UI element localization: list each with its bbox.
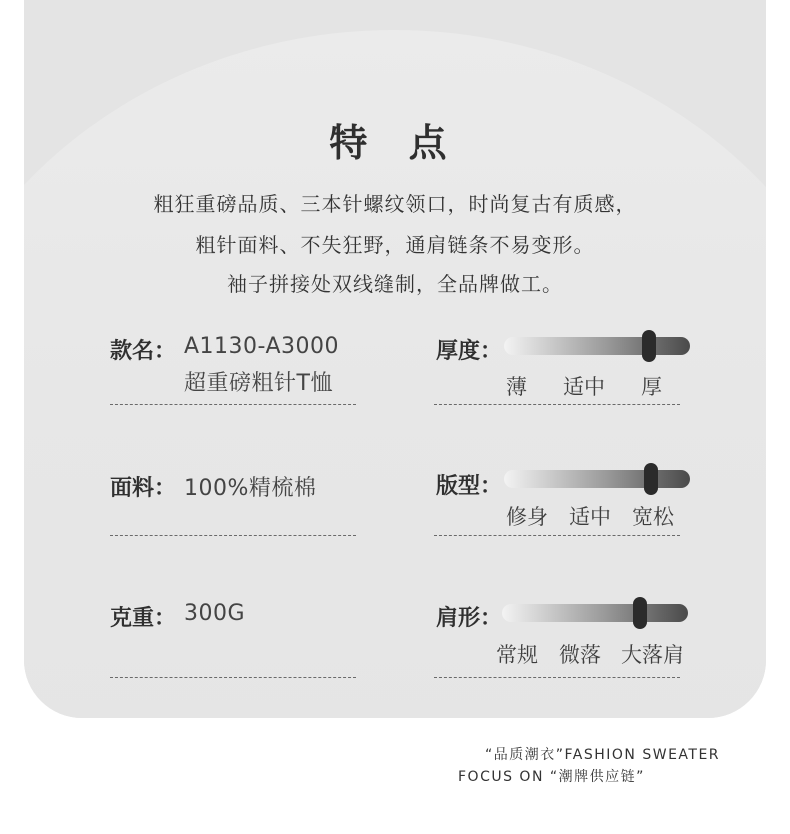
shoulder-track — [502, 604, 688, 622]
footer-slogan-2: FOCUS ON “潮牌供应链” — [458, 769, 645, 785]
model-value-code: A1130-A3000 — [184, 334, 340, 359]
shoulder-label: 肩形： — [436, 606, 503, 631]
shoulder-indicator — [633, 597, 647, 629]
fit-scale-high: 宽松 — [632, 505, 674, 529]
weight-label: 克重： — [110, 606, 177, 631]
shoulder-scale-low: 常规 — [496, 643, 538, 667]
section-title: 特 点 — [329, 121, 461, 165]
shoulder-scale-high: 大落肩 — [621, 643, 684, 667]
fabric-label: 面料： — [110, 476, 177, 501]
description-line-2: 粗针面料、不失狂野，通肩链条不易变形。 — [195, 233, 595, 257]
divider-dashed — [110, 677, 356, 678]
thickness-scale-high: 厚 — [641, 375, 662, 399]
model-value-name: 超重磅粗针T恤 — [184, 371, 333, 396]
divider-dashed — [110, 535, 356, 536]
thickness-label: 厚度： — [436, 339, 503, 364]
thickness-scale-low: 薄 — [506, 375, 527, 399]
description-line-3: 袖子拼接处双线缝制，全品牌做工。 — [227, 272, 563, 296]
thickness-scale-mid: 适中 — [563, 375, 605, 399]
divider-dashed — [110, 404, 356, 405]
divider-dashed — [434, 404, 680, 405]
fit-label: 版型： — [436, 474, 503, 499]
fit-scale-low: 修身 — [506, 505, 548, 529]
divider-dashed — [434, 677, 680, 678]
thickness-track — [504, 337, 690, 355]
thickness-indicator — [642, 330, 656, 362]
fit-track — [504, 470, 690, 488]
fit-scale-mid: 适中 — [569, 505, 611, 529]
model-label: 款名： — [110, 339, 177, 364]
footer-slogan-1: “品质潮衣”FASHION SWEATER — [485, 747, 721, 763]
description-line-1: 粗狂重磅品质、三本针螺纹领口，时尚复古有质感， — [153, 192, 637, 216]
weight-value: 300G — [184, 601, 246, 626]
fabric-value: 100%精梳棉 — [184, 476, 317, 501]
fit-indicator — [644, 463, 658, 495]
divider-dashed — [434, 535, 680, 536]
shoulder-scale-mid: 微落 — [559, 643, 601, 667]
